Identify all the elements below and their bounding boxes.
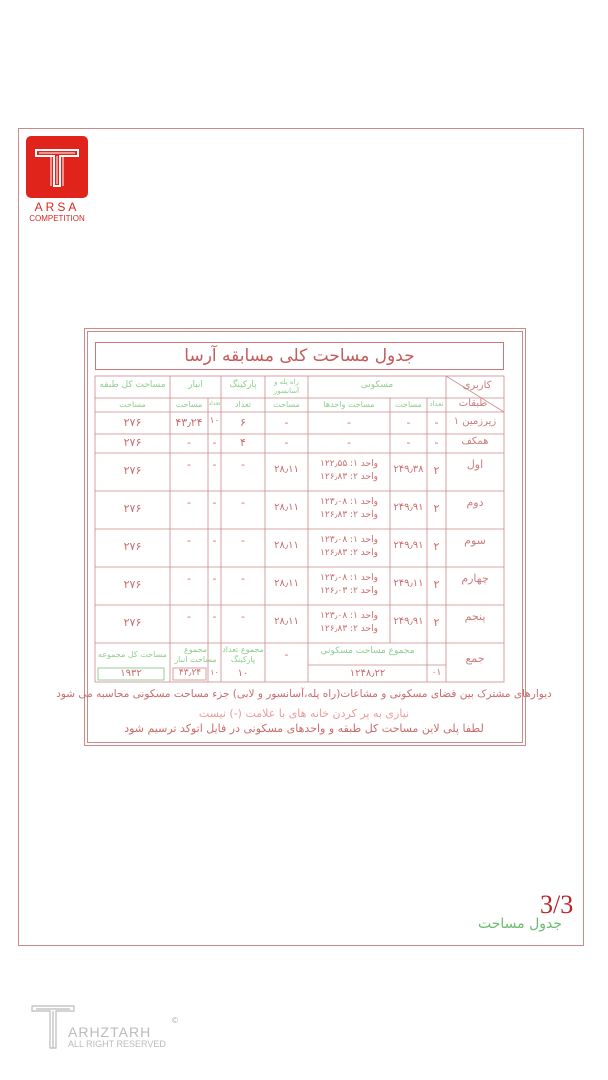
row-storage-area: ۴۳٫۲۴	[175, 416, 203, 429]
header-storage-area: مساحت	[175, 400, 203, 409]
row-total: ۲۷۶	[123, 464, 142, 477]
row-storage-count: ۱۰	[209, 416, 220, 426]
row-units-1: واحد ۱: ۱۲۳٫۰۸	[320, 497, 378, 507]
row-parking: -	[241, 572, 245, 585]
totals-residential-count: ۰۱	[431, 668, 442, 678]
row-area: ۲۴۹٫۱۱	[393, 578, 424, 589]
header-parking: پارکینگ	[229, 380, 257, 390]
row-parking: -	[241, 534, 245, 547]
row-stair: ۲۸٫۱۱	[274, 578, 299, 589]
header-usage: کاربری	[462, 380, 492, 391]
row-units-2: واحد ۲: ۱۲۶٫۸۳	[320, 472, 378, 482]
row-parking: -	[241, 458, 245, 471]
row-stair: ۲۸٫۱۱	[274, 616, 299, 627]
row-area: ۲۴۹٫۳۸	[393, 464, 424, 475]
header-count: تعداد	[429, 400, 444, 408]
page-label: جدول مساحت	[478, 916, 563, 932]
footer-brand: ARHZTARH	[68, 1024, 152, 1040]
row-count: -	[434, 436, 439, 449]
header-storage-count: تعداد	[208, 400, 221, 407]
row-storage-area: -	[187, 572, 191, 585]
row-storage-count: -	[212, 496, 217, 509]
row-storage-count: -	[212, 458, 217, 471]
row-floor: همکف	[461, 436, 489, 447]
row-units-2: واحد ۲: ۱۲۶٫۰۳	[320, 586, 378, 596]
row-storage-area: -	[187, 534, 191, 547]
totals-stair: -	[284, 648, 289, 661]
row-units: -	[347, 436, 351, 449]
row-floor: اول	[466, 458, 484, 471]
row-area: -	[406, 436, 411, 449]
header-stair-elevator: راه پله و آسانسور	[273, 378, 300, 395]
row-count: ۲	[433, 616, 440, 629]
row-area: -	[406, 416, 411, 429]
row-storage-area: -	[187, 610, 191, 623]
row-storage-area: -	[187, 436, 191, 449]
row-parking: ۴	[240, 436, 246, 449]
row-count: -	[434, 416, 439, 429]
row-count: ۲	[433, 464, 440, 477]
row-storage-count: -	[212, 436, 217, 449]
row-floor: سوم	[464, 534, 486, 547]
row-floor: دوم	[466, 496, 484, 509]
row-total: ۲۷۶	[123, 578, 142, 591]
totals-label: جمع	[465, 652, 485, 665]
row-stair: ۲۸٫۱۱	[274, 502, 299, 513]
row-units-2: واحد ۲: ۱۲۶٫۸۳	[320, 510, 378, 520]
totals-storage-area: ۴۳٫۲۴	[178, 668, 202, 678]
row-parking: ۶	[240, 416, 246, 429]
table-title: جدول مساحت کلی مسابقه آرسا	[184, 346, 415, 366]
header-unit-area: مساحت واحدها	[323, 400, 375, 409]
registered-icon: ©	[172, 1016, 178, 1025]
logo-brand: ARSA	[34, 200, 80, 214]
row-storage-count: -	[212, 572, 217, 585]
totals-total-label: مساحت کل مجموعه	[98, 650, 167, 659]
header-residential: مسکونی	[360, 380, 394, 390]
page-number: 3/3	[540, 890, 574, 919]
row-total: ۲۷۶	[123, 616, 142, 629]
row-storage-area: -	[187, 496, 191, 509]
header-area: مساحت	[395, 400, 422, 409]
totals-residential-value: ۱۲۴۸٫۲۲	[349, 668, 386, 679]
row-stair: ۲۸٫۱۱	[274, 464, 299, 475]
totals-parking-label: مجموع تعداد پارکینگ	[222, 645, 264, 664]
row-units-1: واحد ۱: ۱۲۳٫۰۸	[320, 535, 378, 545]
row-stair: ۲۸٫۱۱	[274, 540, 299, 551]
row-stair: -	[284, 436, 289, 449]
row-units-1: واحد ۱: ۱۲۳٫۰۸	[320, 611, 378, 621]
note-dash-cells: نیازی به پر کردن خانه های با علامت (-) نیست	[198, 707, 410, 720]
row-storage-count: -	[212, 610, 217, 623]
header-stair-area: مساحت	[273, 400, 300, 409]
row-parking: -	[241, 496, 245, 509]
row-floor: زیرزمین ۱	[453, 416, 497, 427]
note-polyline: لطفا پلی لاین مساحت کل طبقه و واحدهای مسکونی در فایل اتوکد ترسیم شود	[124, 722, 484, 735]
row-area: ۲۴۹٫۹۱	[393, 616, 424, 627]
row-count: ۲	[433, 540, 440, 553]
header-storage: انبار	[188, 380, 203, 390]
totals-parking-value: ۱۰	[237, 668, 249, 679]
row-stair: -	[284, 416, 289, 429]
row-storage-count: -	[212, 534, 217, 547]
row-units: -	[347, 416, 351, 429]
row-total: ۲۷۶	[123, 540, 142, 553]
header-total-floor-area-sub: مساحت	[119, 400, 146, 409]
row-units-2: واحد ۲: ۱۲۶٫۸۳	[320, 624, 378, 634]
totals-storage-count: ۱۰	[210, 668, 219, 677]
row-total: ۲۷۶	[123, 416, 142, 429]
totals-total-value: ۱۹۳۲	[120, 668, 142, 679]
row-units-1: واحد ۱: ۱۲۳٫۰۸	[320, 573, 378, 583]
row-total: ۲۷۶	[123, 436, 142, 449]
row-storage-area: -	[187, 458, 191, 471]
row-total: ۲۷۶	[123, 502, 142, 515]
footer-subtitle: ALL RIGHT RESERVED	[68, 1039, 166, 1049]
logo-subtitle: COMPETITION	[29, 214, 85, 223]
row-floor: چهارم	[461, 572, 489, 585]
row-count: ۲	[433, 578, 440, 591]
totals-storage-label: مجموع مساحت انبار	[174, 645, 217, 664]
header-floors: طبقات	[458, 398, 488, 409]
row-area: ۲۴۹٫۹۱	[393, 540, 424, 551]
row-floor: پنجم	[464, 610, 486, 623]
row-units-2: واحد ۲: ۱۲۶٫۸۳	[320, 548, 378, 558]
header-total-floor-area: مساحت کل طبقه	[99, 380, 166, 390]
row-parking: -	[241, 610, 245, 623]
note-shared-walls: دیوارهای مشترک بین فضای مسکونی و مشاعات(راه پله،آسانسور و لابی) جزء مساحت مسکونی محاسبه می شود	[56, 688, 552, 700]
row-area: ۲۴۹٫۹۱	[393, 502, 424, 513]
row-count: ۲	[433, 502, 440, 515]
header-parking-count: تعداد	[234, 400, 252, 409]
row-units-1: واحد ۱: ۱۲۲٫۵۵	[320, 459, 378, 469]
totals-residential-label: مجموع مساحت مسکونی	[320, 646, 415, 656]
